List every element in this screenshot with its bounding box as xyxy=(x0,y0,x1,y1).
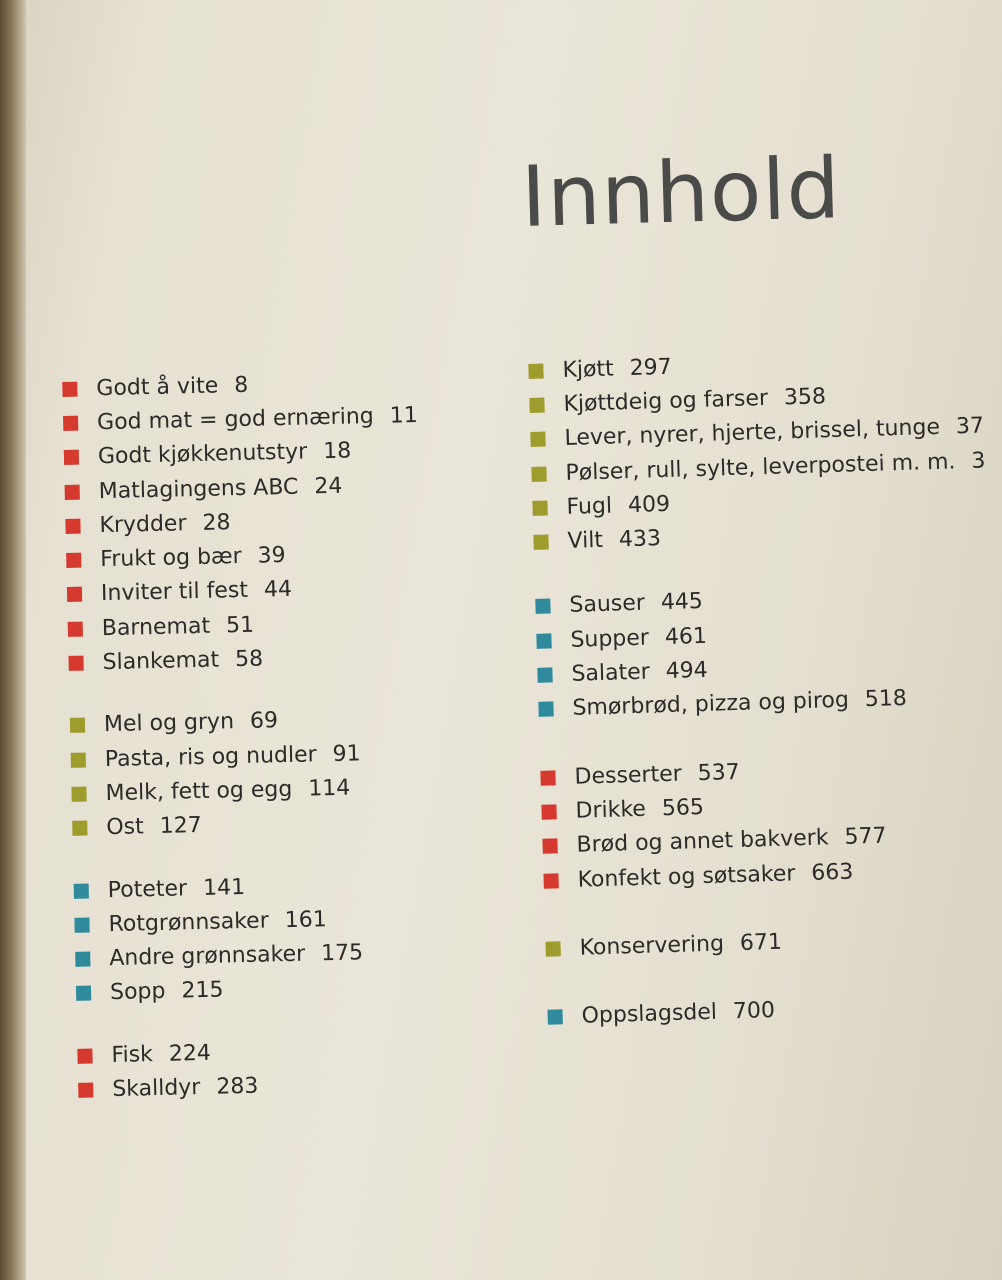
toc-entry-label: Kjøtt xyxy=(562,356,615,383)
toc-entry-label: Pølser, rull, sylte, leverpostei m. m. xyxy=(565,448,956,486)
toc-left-column xyxy=(62,364,433,1107)
toc-entry-page-number: 8 xyxy=(233,372,249,398)
toc-entry[interactable] xyxy=(545,919,986,966)
toc-entry-page-number: 91 xyxy=(332,740,361,767)
color-marker-icon xyxy=(65,484,80,499)
toc-entry-label: Lever, nyrer, hjerte, brissel, tunge xyxy=(564,415,941,452)
color-marker-icon xyxy=(537,667,552,682)
toc-entry-label: Ost xyxy=(106,814,145,841)
toc-entry-label: God mat = god ernæring xyxy=(96,403,374,436)
color-marker-icon xyxy=(536,633,551,648)
color-marker-icon xyxy=(71,752,86,767)
toc-entry-page-number: 700 xyxy=(732,998,776,1025)
toc-section xyxy=(62,364,424,681)
color-marker-icon xyxy=(76,986,91,1001)
color-marker-icon xyxy=(77,1048,92,1063)
page-title: Innhold xyxy=(520,139,843,247)
toc-entry-page-number: 127 xyxy=(159,813,203,840)
toc-entry-label: Mel og gryn xyxy=(103,709,235,738)
toc-entry-page-number: 51 xyxy=(225,612,255,639)
color-marker-icon xyxy=(72,821,87,836)
toc-entry-label: Konfekt og søtsaker xyxy=(577,860,796,893)
toc-entry-page-number: 37 xyxy=(955,413,985,440)
color-marker-icon xyxy=(530,432,545,447)
toc-section xyxy=(545,919,986,966)
toc-entry-page-number: 224 xyxy=(168,1040,212,1067)
toc-entry-label: Brød og annet bakverk xyxy=(576,825,829,858)
toc-entry-label: Rotgrønnsaker xyxy=(108,908,270,937)
toc-entry[interactable] xyxy=(72,803,427,845)
toc-entry-page-number: 24 xyxy=(314,473,343,499)
color-marker-icon xyxy=(542,839,557,854)
toc-entry-label: Oppslagsdel xyxy=(581,999,718,1029)
toc-entry-label: Desserter xyxy=(574,761,683,790)
toc-entry-label: Godt å vite xyxy=(96,373,219,401)
toc-entry-label: Vilt xyxy=(567,527,604,555)
toc-entry-label: Salater xyxy=(571,659,651,687)
book-spine xyxy=(0,0,26,1280)
toc-entry-label: Pasta, ris og nudler xyxy=(104,741,317,772)
toc-entry-label: Drikke xyxy=(575,796,647,824)
color-marker-icon xyxy=(532,500,547,515)
toc-entry-page-number: 28 xyxy=(202,510,231,536)
toc-entry-page-number: 671 xyxy=(739,929,783,956)
toc-entry-page-number: 461 xyxy=(664,623,708,650)
toc-section xyxy=(528,341,986,560)
color-marker-icon xyxy=(529,397,544,412)
toc-entry-label: Poteter xyxy=(107,875,188,903)
color-marker-icon xyxy=(535,599,550,614)
toc-entry-page-number: 537 xyxy=(697,759,741,786)
toc-entry-page-number: 445 xyxy=(660,589,704,616)
color-marker-icon xyxy=(74,917,89,932)
toc-section xyxy=(77,1031,433,1108)
toc-entry-label: Barnemat xyxy=(101,613,211,641)
toc-section xyxy=(73,866,431,1011)
color-marker-icon xyxy=(64,450,79,465)
toc-entry-page-number: 663 xyxy=(810,859,854,886)
toc-entry-label: Supper xyxy=(570,625,650,653)
toc-entry-label: Kjøttdeig og farser xyxy=(563,385,769,417)
color-marker-icon xyxy=(538,702,553,717)
toc-entry[interactable] xyxy=(76,969,431,1011)
toc-entry[interactable] xyxy=(78,1065,433,1107)
color-marker-icon xyxy=(67,587,82,602)
toc-entry-page-number: 58 xyxy=(234,646,264,673)
toc-entry-page-number: 215 xyxy=(181,977,224,1004)
toc-entry-label: Inviter til fest xyxy=(100,578,249,607)
color-marker-icon xyxy=(65,518,80,533)
toc-section xyxy=(70,701,428,846)
color-marker-icon xyxy=(78,1082,93,1097)
toc-entry-page-number: 409 xyxy=(627,491,671,518)
toc-entry[interactable] xyxy=(547,987,988,1034)
toc-entry-page-number: 141 xyxy=(202,874,246,901)
color-marker-icon xyxy=(74,883,89,898)
color-marker-icon xyxy=(75,952,90,967)
toc-entry-label: Godt kjøkkenutstyr xyxy=(97,439,308,470)
toc-entry-label: Konservering xyxy=(579,931,725,961)
toc-entry-label: Sauser xyxy=(569,591,646,619)
toc-entry-page-number: 161 xyxy=(284,906,328,933)
color-marker-icon xyxy=(533,535,548,550)
toc-section xyxy=(535,577,979,727)
toc-entry-page-number: 44 xyxy=(263,577,293,603)
toc-entry-label: Smørbrød, pizza og pirog xyxy=(572,687,850,722)
color-marker-icon xyxy=(71,786,86,801)
toc-entry-label: Fugl xyxy=(566,493,613,520)
color-marker-icon xyxy=(547,1009,562,1024)
toc-entry-page-number: 114 xyxy=(308,775,351,802)
color-marker-icon xyxy=(68,621,83,636)
color-marker-icon xyxy=(540,770,555,785)
toc-entry-label: Skalldyr xyxy=(112,1075,201,1103)
toc-section xyxy=(547,987,988,1034)
toc-entry-page-number: 297 xyxy=(629,354,673,381)
toc-entry[interactable] xyxy=(68,638,423,680)
toc-entry-label: Frukt og bær xyxy=(99,544,242,573)
toc-entry-page-number: 433 xyxy=(618,526,662,553)
color-marker-icon xyxy=(63,416,78,431)
toc-entry-page-number: 69 xyxy=(249,708,279,735)
color-marker-icon xyxy=(541,804,556,819)
toc-entry-page-number: 565 xyxy=(661,794,705,822)
toc-entry-page-number: 3 xyxy=(971,448,986,474)
toc-entry-label: Matlagingens ABC xyxy=(98,474,299,504)
color-marker-icon xyxy=(70,718,85,733)
toc-entry-page-number: 39 xyxy=(257,543,286,569)
color-marker-icon xyxy=(62,381,77,396)
toc-entry-page-number: 494 xyxy=(665,657,709,685)
toc-section xyxy=(540,748,984,898)
toc-entry-label: Andre grønnsaker xyxy=(109,941,306,972)
toc-entry-page-number: 358 xyxy=(783,384,827,411)
toc-entry-label: Krydder xyxy=(99,511,187,539)
toc-entry-page-number: 11 xyxy=(389,402,418,429)
toc-entry-page-number: 175 xyxy=(320,940,364,967)
toc-entry-label: Slankemat xyxy=(102,647,220,676)
toc-entry-page-number: 18 xyxy=(322,438,352,465)
color-marker-icon xyxy=(545,941,560,956)
toc-entry-label: Fisk xyxy=(111,1041,154,1068)
toc-entry-label: Sopp xyxy=(109,979,166,1006)
color-marker-icon xyxy=(543,873,558,888)
toc-entry-page-number: 283 xyxy=(216,1073,259,1100)
toc-entry-page-number: 577 xyxy=(844,823,887,851)
color-marker-icon xyxy=(531,466,546,481)
toc-entry-page-number: 518 xyxy=(864,686,908,713)
color-marker-icon xyxy=(66,553,81,568)
toc-right-column xyxy=(528,341,988,1035)
toc-entry-label: Melk, fett og egg xyxy=(105,776,293,807)
color-marker-icon xyxy=(68,656,83,671)
color-marker-icon xyxy=(528,363,543,378)
